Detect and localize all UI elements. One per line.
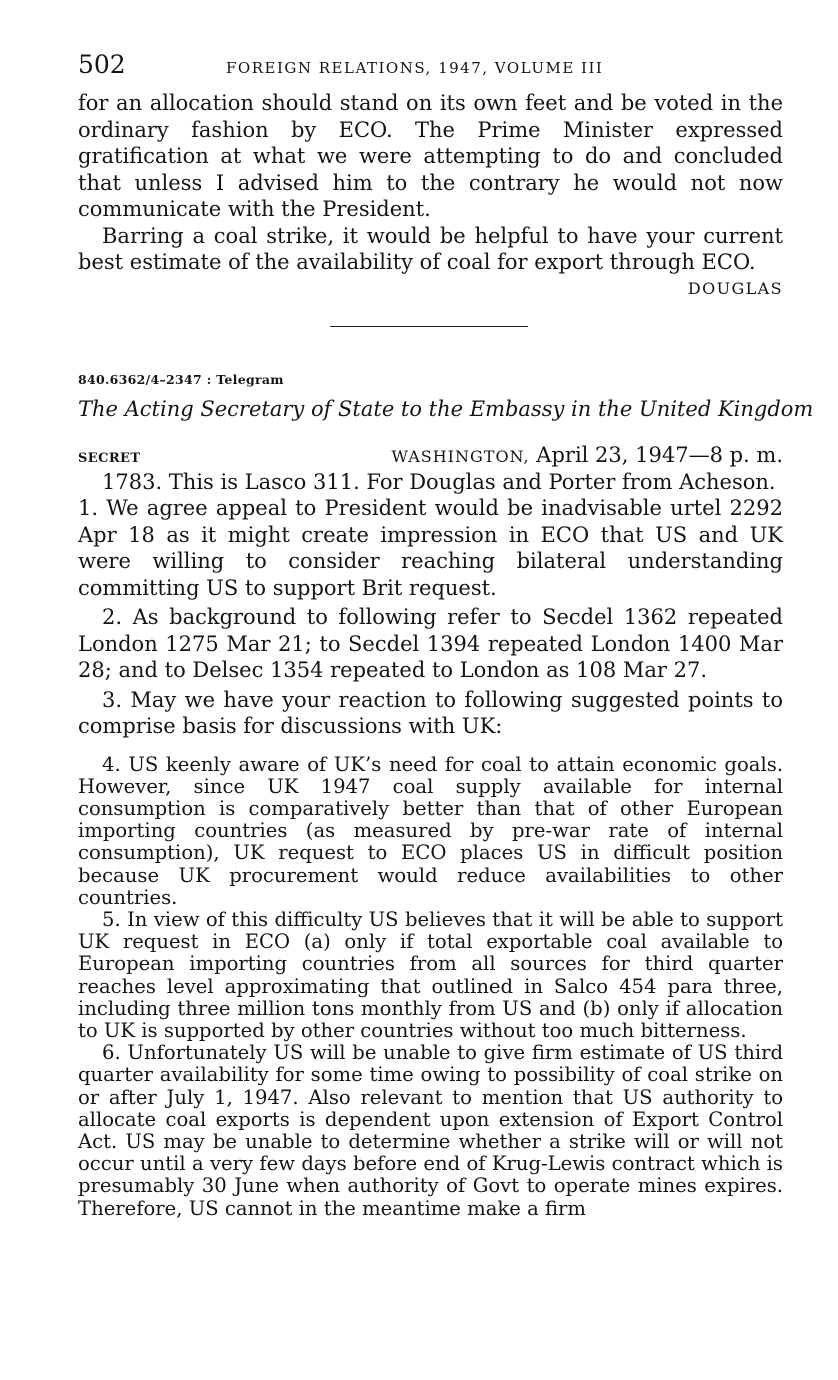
section-divider [330,326,528,327]
document-title: The Acting Secretary of State to the Embassy in the United Kingdom [78,396,814,421]
signature: DOUGLAS [687,278,783,298]
document-page [78,50,814,1220]
paragraph-5: 5. In view of this difficulty US believes that it will be able to support UK request in ECO (a) only if total exportable coal available to European importing countries from all sources for third quarter reaches level approximating that outlined in Salco 454 para three, including three million tons monthly from US and (b) only if allocation to UK is supported by other countries without too much bitterness. [78,907,783,1042]
coal-estimate-paragraph: Barring a coal strike, it would be helpful to have your current best estimate of the availability of coal for export through ECO. [78,223,783,274]
paragraph-6: 6. Unfortunately US will be unable to give firm estimate of US third quarter availability for some time owing to possibility of coal strike on or after July 1, 1947. Also relevant to mention that US authority to allocate coal exports is dependent upon extension of Export Control Act. US may be unable to determine whether a strike will or will not occur until a very few days before end of Krug-Lewis contract which is presumably 30 June when authority of Govt to operate mines expires. Therefore, US cannot in the meantime make a firm [78,1041,783,1220]
classification-label: SECRET [78,450,141,466]
paragraph-1: 1. We agree appeal to President would be inadvisable urtel 2292 Apr 18 as it might create impression in ECO that US and UK were willing to consider reaching bilateral understanding committing US to support Brit request. [78,496,783,600]
page-number: 502 [78,50,126,79]
paragraph-4: 4. US keenly aware of UK’s need for coal to attain economic goals. However, since UK 1947 coal supply available for internal consumption is comparatively better than that of other European importing countries (as measured by pre-war rate of internal consumption), UK request to ECO places US in difficult position because UK procurement would reduce availabilities to other countries. [78,752,783,909]
paragraph-3: 3. May we have your reaction to following suggested points to comprise basis for discussions with UK: [78,687,783,738]
running-head: FOREIGN RELATIONS, 1947, VOLUME III [226,59,604,77]
file-reference: 840.6362/4–2347 : Telegram [78,371,284,387]
dateline-row [78,443,783,467]
page-header [78,50,783,90]
dateline-place: WASHINGTON, [391,446,530,466]
dateline [392,443,783,467]
dateline-date: April 23, 1947—8 p. m. [529,442,783,467]
continued-paragraph: for an allocation should stand on its own feet and be voted in the ordinary fashion by ECO. The Prime Minister expressed gratification at what we were attempting to do and concluded that unless I advised him to the contrary he would not now communicate with the President. [78,91,783,221]
paragraph-2: 2. As background to following refer to Secdel 1362 repeated London 1275 Mar 21; to Secdel 1394 repeated London 1400 Mar 28; and to Delsec 1354 repeated to London as 108 Mar 27. [78,605,783,682]
message-intro: 1783. This is Lasco 311. For Douglas and Porter from Acheson. [102,469,776,494]
